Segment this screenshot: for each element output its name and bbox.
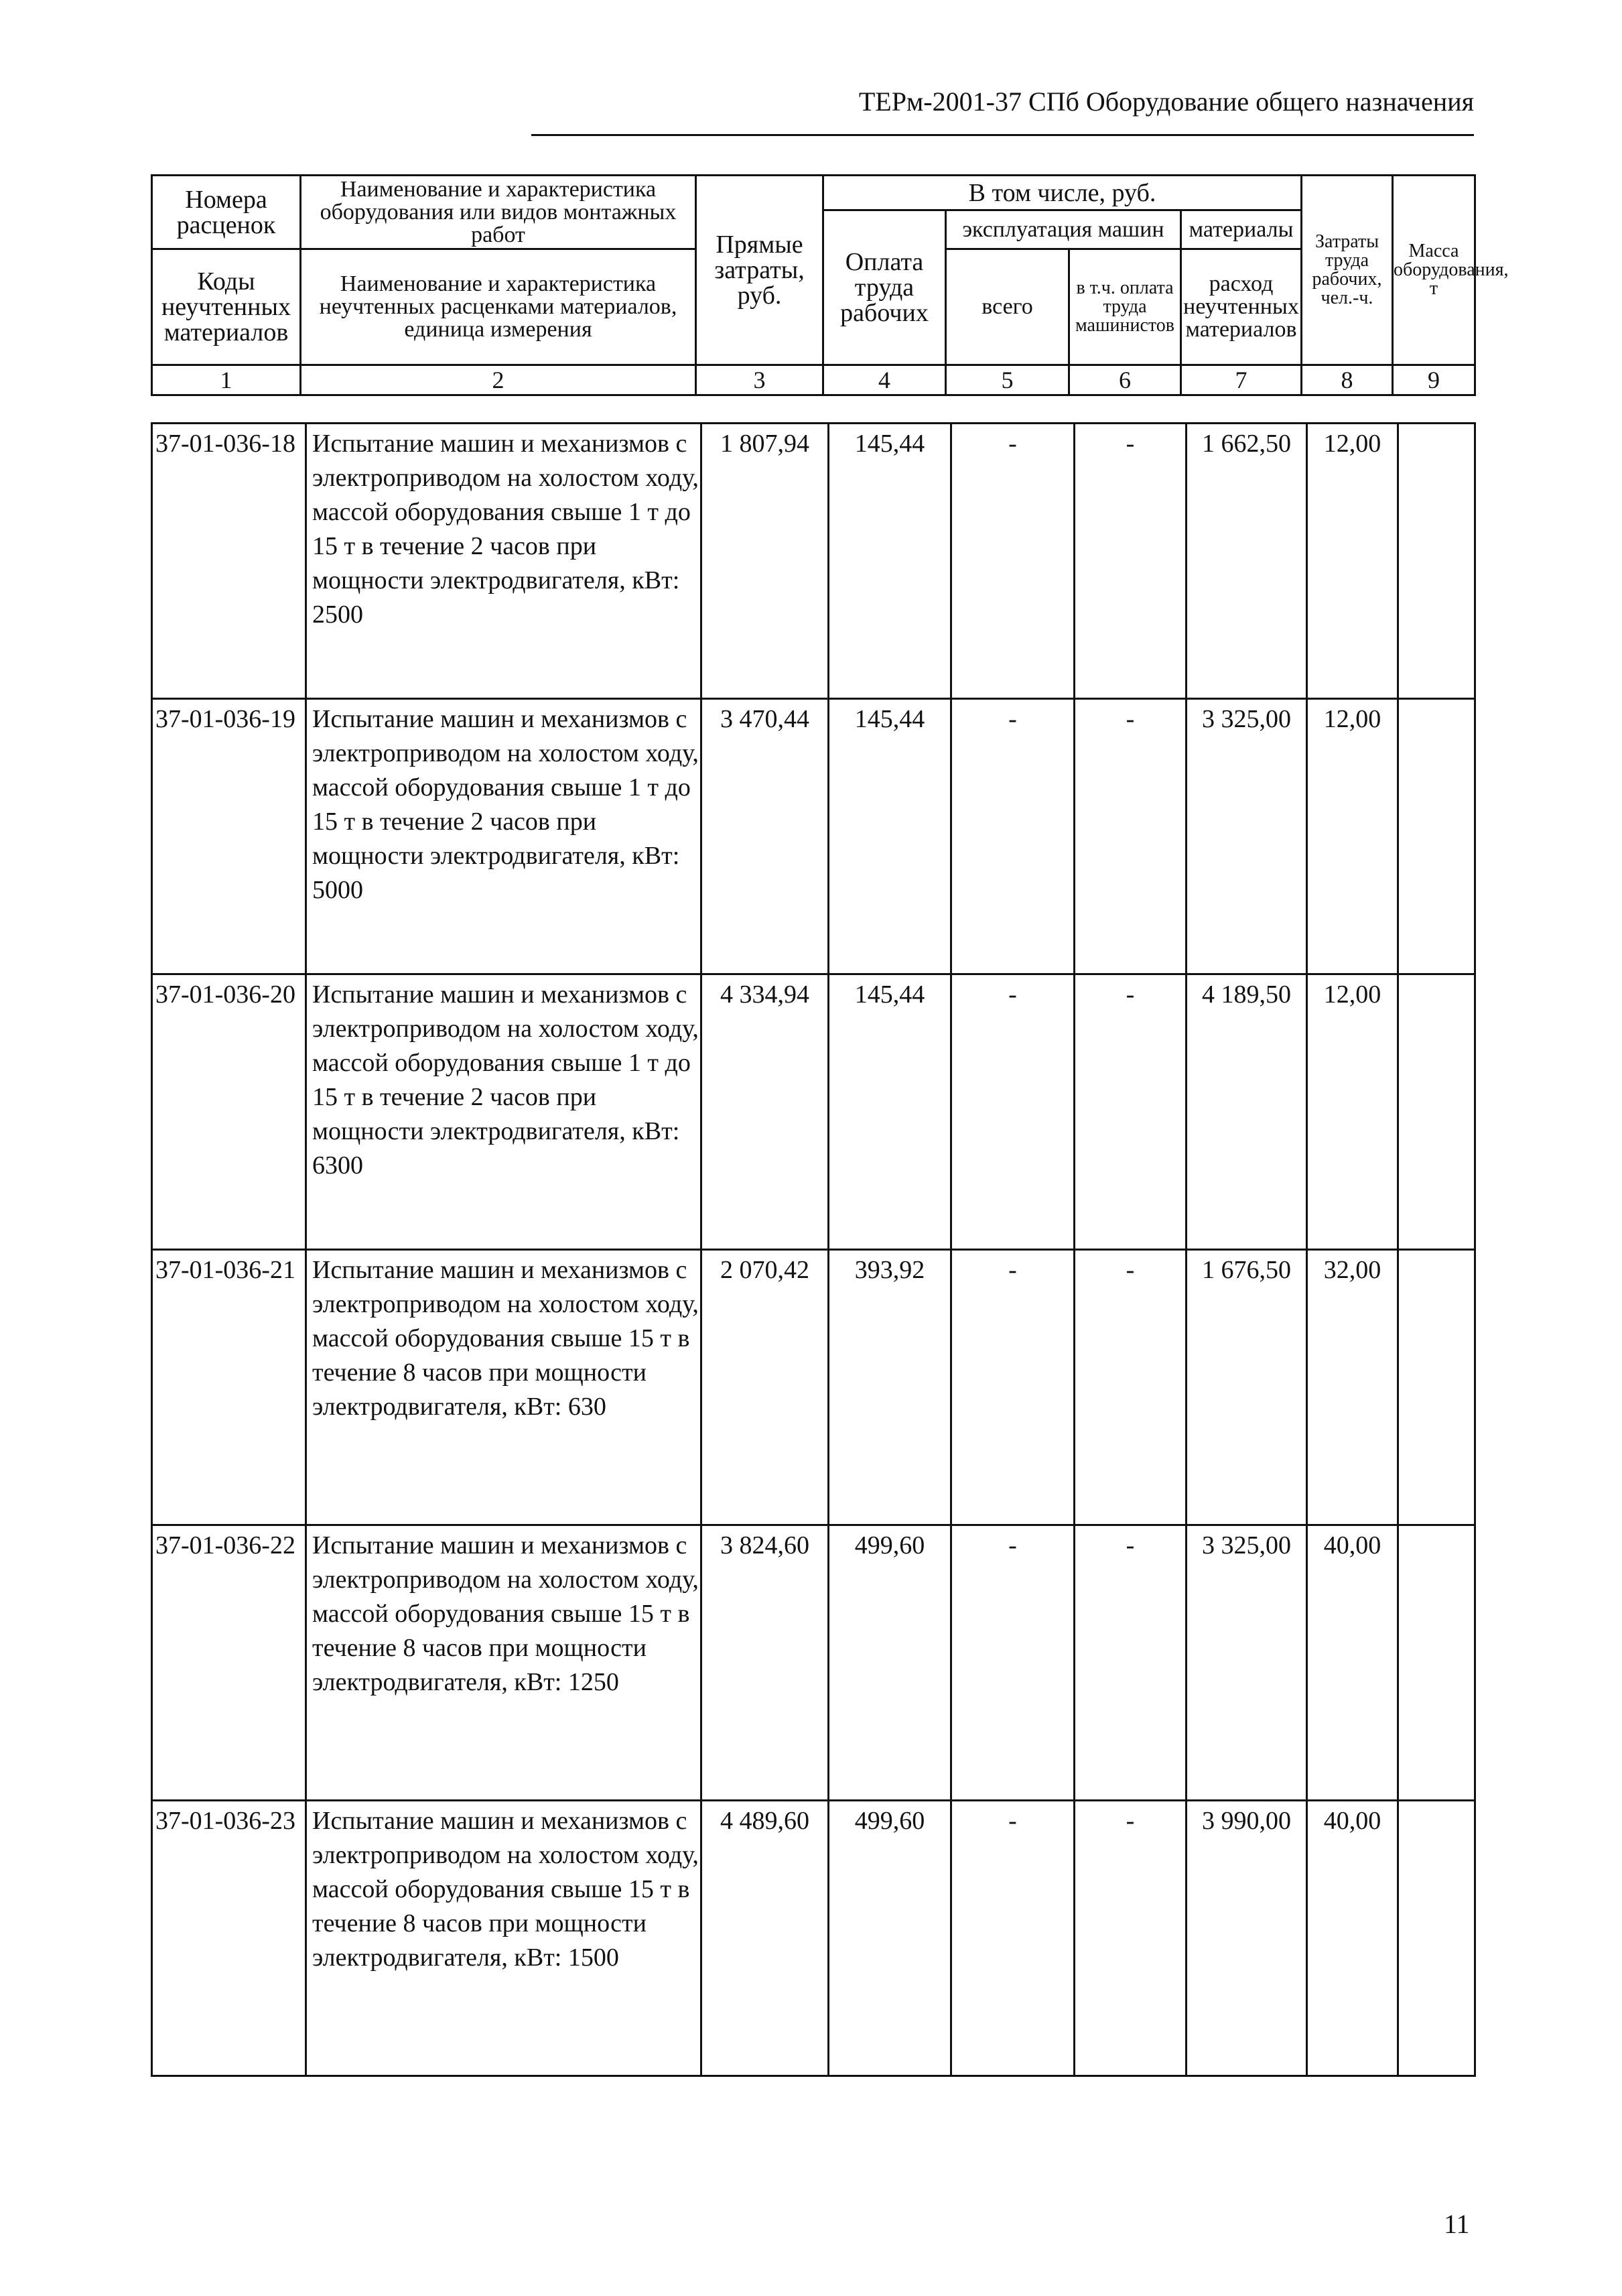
rate-code: 37-01-036-20 bbox=[152, 974, 306, 1250]
data-table bbox=[151, 422, 1476, 2077]
labor-hours-value: 12,00 bbox=[1307, 699, 1398, 974]
header-machines-total: всего bbox=[946, 249, 1069, 365]
rate-code: 37-01-036-22 bbox=[152, 1525, 306, 1801]
column-number: 7 bbox=[1181, 365, 1302, 395]
direct-costs-value: 2 070,42 bbox=[701, 1250, 829, 1525]
header-materials-group: материалы bbox=[1181, 210, 1302, 249]
header-codes-unaccounted: Коды неучтенных материалов bbox=[152, 249, 301, 365]
column-number: 3 bbox=[696, 365, 823, 395]
table-row bbox=[152, 699, 1475, 974]
work-description: Испытание машин и механизмов с электроприводом на холостом ходу, массой оборудования свыше 15 т в течение 8 часов при мощности электродвигателя, кВт: 1250 bbox=[306, 1525, 701, 1801]
labor-hours-value: 40,00 bbox=[1307, 1801, 1398, 2076]
labor-hours-value: 12,00 bbox=[1307, 424, 1398, 699]
rate-code: 37-01-036-18 bbox=[152, 424, 306, 699]
work-description: Испытание машин и механизмов с электроприводом на холостом ходу, массой оборудования свыше 15 т в течение 8 часов при мощности электродвигателя, кВт: 1500 bbox=[306, 1801, 701, 2076]
rate-code: 37-01-036-19 bbox=[152, 699, 306, 974]
header-name: Наименование и характеристика оборудования или видов монтажных работ bbox=[301, 176, 696, 249]
machines-total-value: - bbox=[951, 1525, 1075, 1801]
labor-hours-value: 12,00 bbox=[1307, 974, 1398, 1250]
machines-total-value: - bbox=[951, 699, 1075, 974]
work-description: Испытание машин и механизмов с электроприводом на холостом ходу, массой оборудования свыше 1 т до 15 т в течение 2 часов при мощности электродвигателя, кВт: 2500 bbox=[306, 424, 701, 699]
work-description: Испытание машин и механизмов с электроприводом на холостом ходу, массой оборудования свыше 1 т до 15 т в течение 2 часов при мощности электродвигателя, кВт: 5000 bbox=[306, 699, 701, 974]
labor-pay-value: 145,44 bbox=[829, 699, 951, 974]
direct-costs-value: 3 824,60 bbox=[701, 1525, 829, 1801]
header-direct-costs: Прямые затраты, руб. bbox=[696, 176, 823, 365]
mass-value bbox=[1398, 1250, 1475, 1525]
mass-value bbox=[1398, 1525, 1475, 1801]
table-row bbox=[152, 1250, 1475, 1525]
column-number: 4 bbox=[823, 365, 946, 395]
header-materials-usage: расход неучтенных материалов bbox=[1181, 249, 1302, 365]
machines-total-value: - bbox=[951, 1801, 1075, 2076]
column-numbers-row bbox=[152, 365, 1475, 395]
table-row bbox=[152, 1525, 1475, 1801]
page-number: 11 bbox=[1444, 2209, 1470, 2239]
labor-hours-value: 40,00 bbox=[1307, 1525, 1398, 1801]
labor-pay-value: 499,60 bbox=[829, 1525, 951, 1801]
direct-costs-value: 4 489,60 bbox=[701, 1801, 829, 2076]
machinist-pay-value: - bbox=[1075, 974, 1187, 1250]
header-labor-pay: Оплата труда рабочих bbox=[823, 210, 946, 365]
header-codes: Номера расценок bbox=[152, 176, 301, 249]
rate-code: 37-01-036-23 bbox=[152, 1801, 306, 2076]
column-number: 1 bbox=[152, 365, 301, 395]
labor-hours-value: 32,00 bbox=[1307, 1250, 1398, 1525]
header-name-materials: Наименование и характеристика неучтенных расценками материалов, единица измерения bbox=[301, 249, 696, 365]
header-machines-group: эксплуатация машин bbox=[946, 210, 1181, 249]
table-row bbox=[152, 1801, 1475, 2076]
materials-value: 3 325,00 bbox=[1187, 1525, 1307, 1801]
direct-costs-value: 1 807,94 bbox=[701, 424, 829, 699]
materials-value: 3 990,00 bbox=[1187, 1801, 1307, 2076]
labor-pay-value: 145,44 bbox=[829, 424, 951, 699]
materials-value: 3 325,00 bbox=[1187, 699, 1307, 974]
machines-total-value: - bbox=[951, 1250, 1075, 1525]
work-description: Испытание машин и механизмов с электроприводом на холостом ходу, массой оборудования свыше 15 т в течение 8 часов при мощности электродвигателя, кВт: 630 bbox=[306, 1250, 701, 1525]
column-number: 5 bbox=[946, 365, 1069, 395]
labor-pay-value: 393,92 bbox=[829, 1250, 951, 1525]
direct-costs-value: 4 334,94 bbox=[701, 974, 829, 1250]
column-number: 6 bbox=[1069, 365, 1181, 395]
table-header bbox=[151, 174, 1509, 396]
machinist-pay-value: - bbox=[1075, 1801, 1187, 2076]
column-number: 2 bbox=[301, 365, 696, 395]
column-number: 9 bbox=[1393, 365, 1475, 395]
machinist-pay-value: - bbox=[1075, 699, 1187, 974]
header-group-including: В том числе, руб. bbox=[823, 176, 1302, 210]
machinist-pay-value: - bbox=[1075, 1250, 1187, 1525]
header-machinist-pay: в т.ч. оплата труда машинистов bbox=[1069, 249, 1181, 365]
materials-value: 1 662,50 bbox=[1187, 424, 1307, 699]
materials-value: 1 676,50 bbox=[1187, 1250, 1307, 1525]
work-description: Испытание машин и механизмов с электроприводом на холостом ходу, массой оборудования свыше 1 т до 15 т в течение 2 часов при мощности электродвигателя, кВт: 6300 bbox=[306, 974, 701, 1250]
rate-code: 37-01-036-21 bbox=[152, 1250, 306, 1525]
mass-value bbox=[1398, 974, 1475, 1250]
header-rule bbox=[531, 134, 1474, 136]
machinist-pay-value: - bbox=[1075, 424, 1187, 699]
table-row bbox=[152, 424, 1475, 699]
header-labor-hours: Затраты труда рабочих, чел.-ч. bbox=[1302, 176, 1393, 365]
labor-pay-value: 499,60 bbox=[829, 1801, 951, 2076]
direct-costs-value: 3 470,44 bbox=[701, 699, 829, 974]
header-mass: Масса оборудования, т bbox=[1393, 176, 1475, 365]
machines-total-value: - bbox=[951, 424, 1075, 699]
labor-pay-value: 145,44 bbox=[829, 974, 951, 1250]
machinist-pay-value: - bbox=[1075, 1525, 1187, 1801]
mass-value bbox=[1398, 1801, 1475, 2076]
column-number: 8 bbox=[1302, 365, 1393, 395]
table-row bbox=[152, 974, 1475, 1250]
mass-value bbox=[1398, 699, 1475, 974]
page-header-title: ТЕРм-2001-37 СПб Оборудование общего назначения bbox=[858, 86, 1474, 117]
materials-value: 4 189,50 bbox=[1187, 974, 1307, 1250]
machines-total-value: - bbox=[951, 974, 1075, 1250]
mass-value bbox=[1398, 424, 1475, 699]
